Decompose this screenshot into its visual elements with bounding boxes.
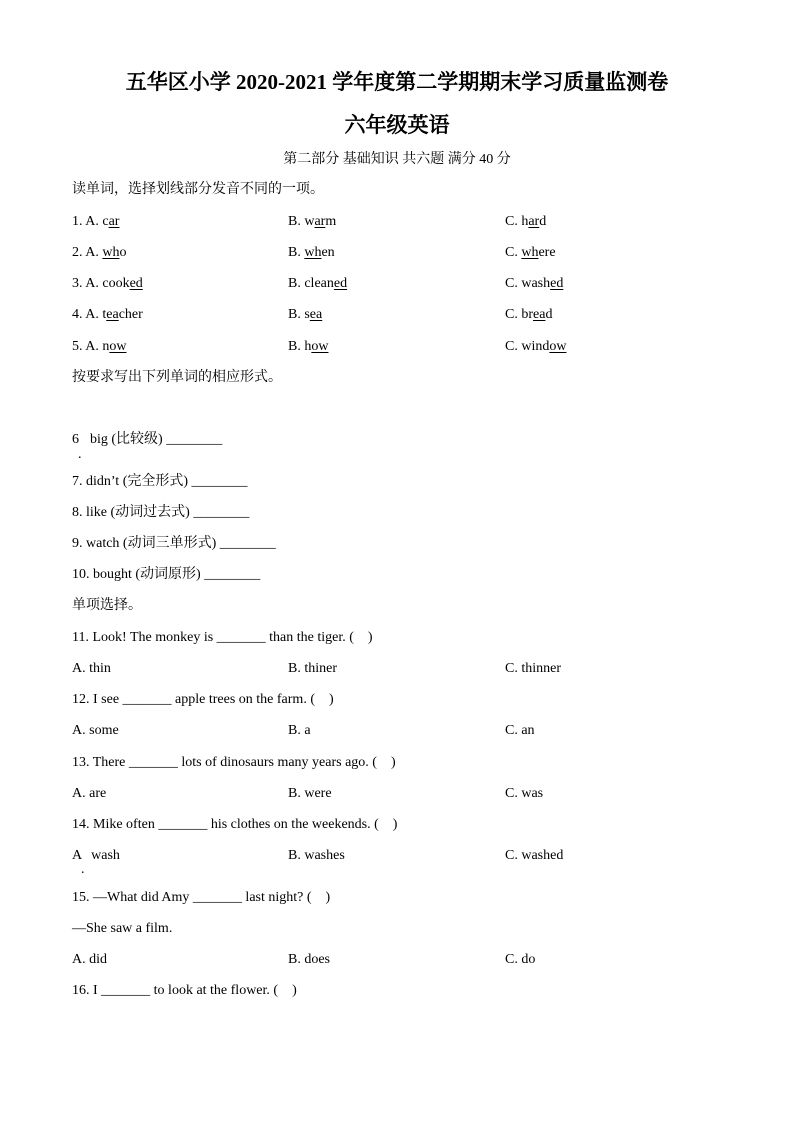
option-word: hard — [521, 214, 547, 229]
page-subtitle: 六年级英语 — [344, 113, 450, 137]
part2-instruction: 按要求写出下列单词的相应形式。 — [72, 370, 282, 385]
q15-option-b: B. does — [288, 952, 331, 967]
question-number: 2. — [72, 245, 83, 260]
q11-option-b: B. thiner — [288, 661, 337, 676]
option-word: window — [521, 339, 567, 354]
question-stem: I see _______ apple trees on the farm. ( ) — [93, 692, 334, 707]
question-stem: Mike often _______ his clothes on the weekends. ( ) — [93, 817, 398, 832]
option-label: B. — [288, 339, 301, 354]
q1-option-b — [288, 213, 336, 231]
option-label: B. — [288, 214, 301, 229]
question-number: 8. — [72, 505, 83, 520]
option-word: when — [304, 245, 335, 260]
underlined-part: ea — [533, 307, 546, 322]
option-label: B. — [288, 307, 301, 322]
question-11 — [72, 629, 373, 647]
q5-option-c — [505, 338, 566, 356]
option-label: B. — [288, 276, 301, 291]
question-number: 3. — [72, 276, 83, 291]
question-13 — [72, 754, 396, 772]
option-word: warm — [304, 214, 337, 229]
underlined-part: wh — [304, 245, 322, 260]
q11-option-a: A. thin — [72, 661, 111, 676]
q2-option-b — [288, 244, 335, 262]
underlined-part: ed — [129, 276, 143, 291]
option-label: C. — [505, 276, 518, 291]
question-15 — [72, 889, 330, 907]
question-9 — [72, 535, 276, 553]
option-word: now — [102, 339, 127, 354]
q15-option-a: A. did — [72, 952, 108, 967]
underlined-part: ed — [550, 276, 564, 291]
underlined-part: ea — [106, 307, 119, 322]
q5-option-a — [72, 338, 126, 356]
question-12 — [72, 691, 334, 709]
q13-option-b: B. were — [288, 786, 332, 801]
question-stem: I _______ to look at the flower. ( ) — [93, 983, 297, 998]
option-label: B. — [288, 245, 301, 260]
q15-reply: —She saw a film. — [72, 921, 173, 936]
option-label: A. — [85, 276, 99, 291]
q5-option-b — [288, 338, 328, 356]
underlined-part: wh — [521, 245, 539, 260]
question-number: 6 — [72, 432, 79, 447]
q12-option-b: B. a — [288, 723, 311, 738]
q14-option-a: A wash — [72, 848, 120, 863]
underlined-part: ed — [333, 276, 348, 291]
q14-option-b: B. washes — [288, 848, 345, 863]
question-text: like (动词过去式) ________ — [86, 505, 250, 520]
q1-option-c — [505, 213, 546, 231]
option-word: sea — [304, 307, 323, 322]
question-number: 16. — [72, 983, 90, 998]
question-number: 14. — [72, 817, 90, 832]
q1-option-a — [72, 213, 119, 231]
underlined-part: ar — [528, 214, 540, 229]
option-label: C. — [505, 214, 518, 229]
question-text: didn’t (完全形式) ________ — [86, 474, 248, 489]
question-number: 10. — [72, 567, 90, 582]
question-number: 11. — [72, 630, 89, 645]
q2-option-a — [72, 244, 126, 262]
question-6 — [72, 431, 222, 449]
question-stem: —What did Amy _______ last night? ( ) — [93, 890, 331, 905]
question-14 — [72, 816, 397, 834]
q11-option-c: C. thinner — [505, 661, 561, 676]
question-16 — [72, 982, 297, 1000]
option-label: C. — [505, 307, 518, 322]
question-8 — [72, 504, 249, 522]
question-number: 15. — [72, 890, 90, 905]
question-text: big (比较级) ________ — [90, 432, 223, 447]
q4-option-b — [288, 306, 322, 324]
option-word: bread — [521, 307, 553, 322]
underlined-part: ar — [314, 214, 326, 229]
option-label-dot: . — [81, 862, 85, 877]
option-label: A. — [85, 245, 99, 260]
question-number: 9. — [72, 536, 83, 551]
option-word: washed — [521, 276, 564, 291]
q13-option-c: C. was — [505, 786, 544, 801]
q4-option-c — [505, 306, 552, 324]
question-text: watch (动词三单形式) ________ — [86, 536, 276, 551]
question-number: 5. — [72, 339, 83, 354]
question-10 — [72, 566, 260, 584]
question-number: 7. — [72, 474, 83, 489]
question-number: 12. — [72, 692, 90, 707]
option-label: C. — [505, 339, 518, 354]
question-stem: Look! The monkey is _______ than the tiger. ( ) — [92, 630, 373, 645]
option-label: A. — [85, 307, 99, 322]
underlined-part: wh — [102, 245, 120, 260]
option-word: who — [102, 245, 127, 260]
option-label: C. — [505, 245, 518, 260]
section-heading: 第二部分 基础知识 共六题 满分 40 分 — [283, 152, 511, 167]
question-7 — [72, 473, 248, 491]
option-word: how — [304, 339, 329, 354]
option-word: cleaned — [304, 276, 348, 291]
option-word: car — [102, 214, 120, 229]
question-number-dot: . — [78, 447, 82, 462]
underlined-part: ar — [108, 214, 120, 229]
part3-instruction: 单项选择。 — [72, 598, 142, 613]
underlined-part: ea — [309, 307, 323, 322]
underlined-part: ow — [311, 339, 329, 354]
option-word: where — [521, 245, 556, 260]
option-word: cooked — [102, 276, 143, 291]
underlined-part: ow — [109, 339, 127, 354]
q4-option-a — [72, 306, 143, 324]
question-number: 1. — [72, 214, 83, 229]
question-number: 13. — [72, 755, 90, 770]
q2-option-c — [505, 244, 556, 262]
part1-instruction: 读单词，选择划线部分发音不同的一项。 — [72, 182, 324, 197]
q12-option-a: A. some — [72, 723, 119, 738]
q15-option-c: C. do — [505, 952, 536, 967]
option-label: A. — [85, 214, 99, 229]
q14-option-c: C. washed — [505, 848, 564, 863]
q3-option-c — [505, 275, 563, 293]
page-title: 五华区小学 2020-2021 学年度第二学期期末学习质量监测卷 — [125, 70, 669, 94]
q12-option-c: C. an — [505, 723, 535, 738]
question-text: bought (动词原形) ________ — [93, 567, 261, 582]
q3-option-b — [288, 275, 347, 293]
option-label: A. — [85, 339, 99, 354]
question-number: 4. — [72, 307, 83, 322]
question-stem: There _______ lots of dinosaurs many years ago. ( ) — [92, 755, 396, 770]
option-word: teacher — [102, 307, 143, 322]
q13-option-a: A. are — [72, 786, 107, 801]
q3-option-a — [72, 275, 143, 293]
underlined-part: ow — [549, 339, 567, 354]
